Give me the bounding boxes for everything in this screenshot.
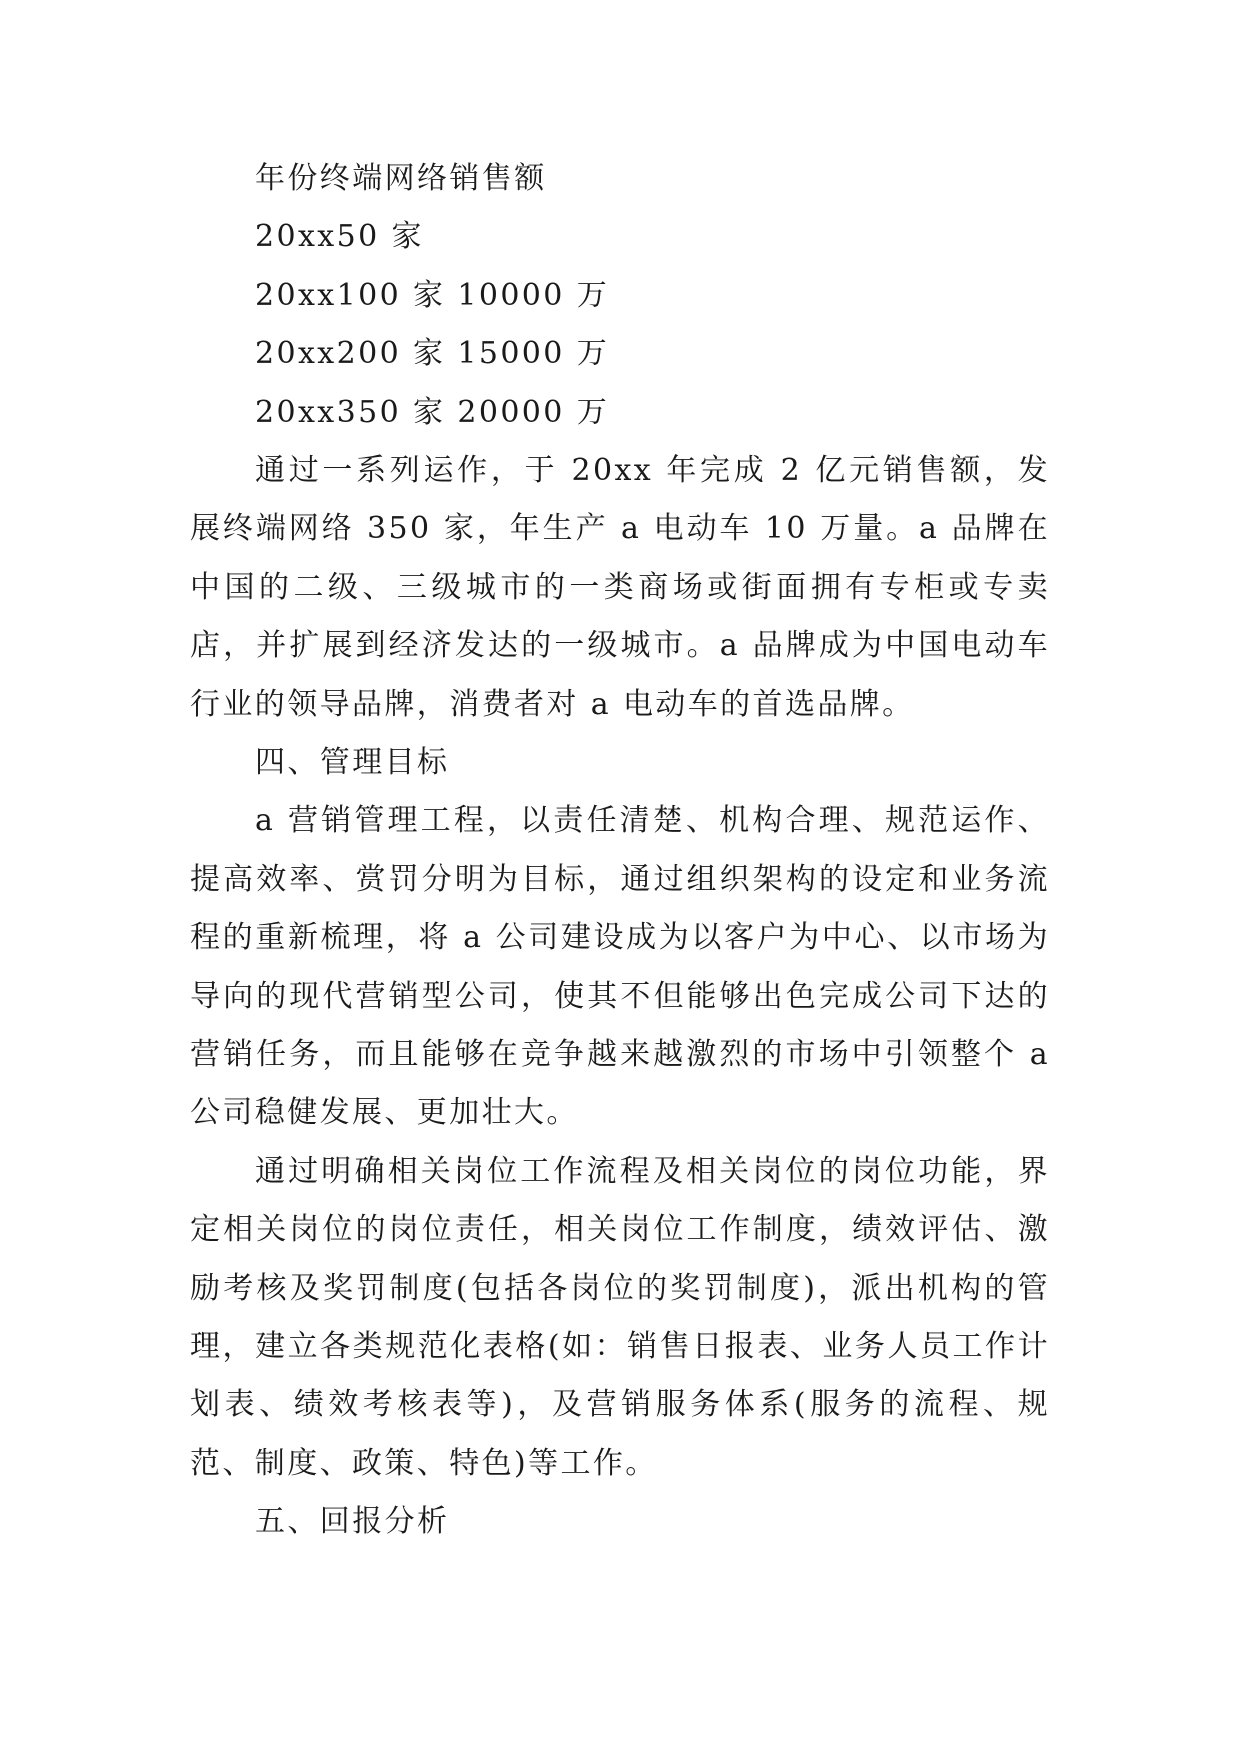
section-heading-return: 五、回报分析 [255, 1504, 450, 1540]
table-row-line: 20xx50 家 [255, 219, 424, 255]
table-row-line: 20xx100 家 10000 万 [255, 277, 610, 313]
management-paragraph-2: 通过明确相关岗位工作流程及相关岗位的岗位功能，界定相关岗位的岗位责任，相关岗位工作制度，绩效评估、激励考核及奖罚制度(包括各岗位的奖罚制度)，派出机构的管理，建立各类规范化表格(如：销售日报表、业务人员工作计划表、绩效考核表等)，及营销服务体系(服务的流程、规范、制度、政策、特色)等工作。 [190, 1153, 1050, 1481]
table-row-line: 20xx200 家 15000 万 [255, 336, 610, 372]
table-header-line: 年份终端网络销售额 [255, 161, 547, 196]
management-paragraph-1: a 营销管理工程，以责任清楚、机构合理、规范运作、提高效率、赏罚分明为目标，通过组织架构的设定和业务流程的重新梳理，将 a 公司建设成为以客户为中心、以市场为导向的现代营销型公司，使其不但能够出色完成公司下达的营销任务，而且能够在竞争越来越激烈的市场中引领整个 a 公司稳健发展、更加壮大。 [190, 803, 1050, 1131]
goal-paragraph: 通过一系列运作，于 20xx 年完成 2 亿元销售额，发展终端网络 350 家，年生产 a 电动车 10 万量。a 品牌在中国的二级、三级城市的一类商场或街面拥有专柜或专卖店，并扩展到经济发达的一级城市。a 品牌成为中国电动车行业的领导品牌，消费者对 a 电动车的首选品牌。 [190, 452, 1050, 722]
table-row-line: 20xx350 家 20000 万 [255, 394, 610, 430]
document-body [190, 150, 1050, 1552]
section-heading-management: 四、管理目标 [255, 744, 450, 780]
